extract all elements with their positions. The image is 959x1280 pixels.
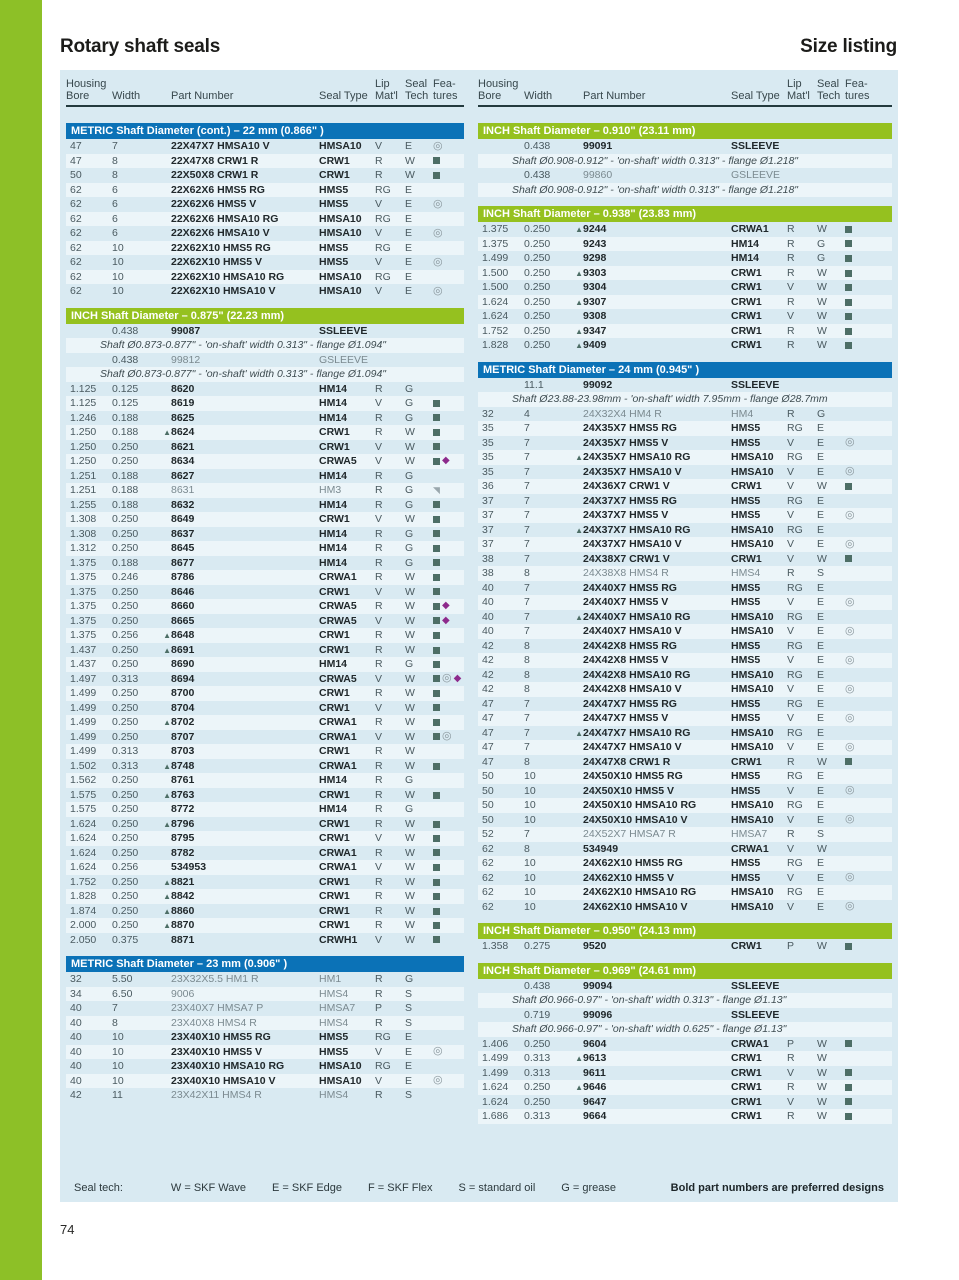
table-section: [478, 963, 892, 1124]
table-row: 52 7 24X52X7 HMSA7 R HMSA7 R S: [478, 827, 892, 842]
preferred-triangle-icon: ▲: [163, 906, 171, 916]
feature-ring-icon: ◎: [845, 871, 855, 884]
preferred-triangle-icon: ▲: [575, 1054, 583, 1063]
table-row: 1.575 0.250 ▲ 8763 CRW1 R W: [66, 788, 464, 803]
section-header: METRIC Shaft Diameter – 24 mm (0.945" ): [478, 362, 892, 378]
feature-square-icon: [845, 313, 852, 320]
feature-square-icon: [433, 690, 440, 697]
table-row: 62 6 22X62X6 HMS5 V HMS5 V E ◎: [70, 197, 443, 210]
column-header-part-number: Part Number: [583, 90, 646, 102]
preferred-triangle-icon: ▲: [575, 341, 583, 350]
section-header: INCH Shaft Diameter – 0.910" (23.11 mm): [478, 123, 892, 139]
feature-ring-icon: ◎: [845, 537, 855, 550]
feature-square-icon: [433, 545, 440, 552]
table-row: 1.624 0.256 534953 CRWA1 V W: [66, 860, 464, 875]
table-row: 47 8 24X47X8 CRW1 R CRW1 R W: [478, 755, 892, 770]
table-row: 1.624 0.250 ▲ 9646 CRW1 R W: [478, 1080, 892, 1095]
column-headers-right: [478, 78, 892, 107]
feature-ring-icon: ◎: [845, 653, 855, 666]
table-row: 1.828 0.250 ▲ 9409 CRW1 R W: [478, 338, 892, 353]
table-row: 40 7 ▲ 24X40X7 HMSA10 RG HMSA10 RG E: [482, 610, 825, 623]
table-row: 1.874 0.250 ▲ 8860 CRW1 R W: [66, 904, 464, 919]
feature-square-icon: [433, 443, 440, 450]
table-row: 1.375 0.256 ▲ 8648 CRW1 R W: [66, 628, 464, 643]
sleeve-row: 11.1 99092 SSLEEVE: [524, 378, 780, 391]
table-row: 1.624 0.250 8782 CRWA1 R W: [66, 846, 464, 861]
feature-ring-icon: ◎: [433, 139, 443, 152]
preferred-triangle-icon: ▲: [163, 631, 171, 640]
table-row: 47 7 24X47X7 HMSA10 V HMSA10 V E ◎: [478, 740, 892, 755]
table-row: 62 10 24X62X10 HMS5 RG HMS5 RG E: [478, 856, 892, 871]
legend-item-w: W = SKF Wave: [170, 1182, 246, 1194]
table-row: 1.375 0.188 8677 HM14 R G: [66, 556, 464, 571]
column-headers: [60, 70, 898, 107]
shaft-note-row: Shaft Ø0.966-0.97" - 'on-shaft' width 0.625" - flange Ø1.13": [478, 1022, 892, 1037]
table-row: 1.375 0.250 8665 CRWA5 V W ◆: [70, 614, 450, 627]
table-row: 32 5.50 23X32X5.5 HM1 R HM1 R G: [70, 973, 414, 985]
table-section: [66, 956, 464, 1103]
table-row: 35 7 ▲ 24X35X7 HMSA10 RG HMSA10 RG E: [478, 450, 892, 465]
feature-square-icon: [845, 758, 852, 765]
table-row: 40 7 24X40X7 HMS5 V HMS5 V E ◎: [478, 595, 892, 610]
feature-ring-icon: ◎: [845, 740, 855, 753]
table-row: 50 10 24X50X10 HMS5 V HMS5 V E ◎: [482, 784, 855, 797]
green-edge-strip: [0, 0, 42, 1280]
feature-square-icon: [433, 908, 440, 915]
page-title-left: Rotary shaft seals: [60, 36, 221, 57]
sleeve-row: 0.438 99812 GSLEEVE: [112, 353, 369, 366]
feature-square-icon: [433, 647, 440, 654]
section-header: INCH Shaft Diameter – 0.969" (24.61 mm): [478, 963, 892, 979]
table-row: 1.125 0.125 8619 HM14 V G: [66, 396, 464, 411]
feature-ring-icon: ◎: [433, 255, 443, 268]
preferred-triangle-icon: ▲: [575, 612, 583, 622]
feature-square-icon: [433, 574, 440, 581]
table-row: 62 10 22X62X10 HMS5 V HMS5 V E ◎: [70, 255, 443, 268]
feature-square-icon: [433, 936, 440, 943]
sleeve-row: 0.438 99091 SSLEEVE: [524, 140, 780, 152]
table-row: 1.437 0.250 8690 HM14 R G: [66, 657, 464, 672]
feature-ring-icon: ◎: [845, 900, 855, 913]
feature-square-icon: [433, 849, 440, 856]
column-header-seal-tech: Seal Tech: [817, 78, 841, 102]
table-row: 1.624 0.250 ▲ 9307 CRW1 R W: [478, 295, 892, 310]
feature-square-icon: [433, 763, 440, 770]
table-row: 1.250 0.250 8634 CRWA5 V W ◆: [66, 454, 464, 469]
table-row: 1.375 0.250 ▲ 9244 CRWA1 R W: [478, 222, 892, 237]
feature-ring-icon: ◎: [433, 226, 443, 239]
table-row: 47 7 22X47X7 HMSA10 V HMSA10 V E ◎: [70, 139, 443, 152]
table-row: 1.562 0.250 8761 HM14 R G: [66, 773, 464, 788]
feature-square-icon: [845, 299, 852, 306]
preferred-triangle-icon: ▲: [163, 819, 171, 829]
feature-diamond-icon: ◆: [442, 600, 450, 612]
sleeve-row: 0.438 99860 GSLEEVE: [524, 169, 781, 181]
table-row: 1.406 0.250 9604 CRWA1 P W: [478, 1037, 892, 1052]
table-column-right: [478, 123, 892, 1133]
feature-square-icon: [433, 501, 440, 508]
table-row: 32 4 24X32X4 HM4 R HM4 R G: [482, 407, 826, 420]
table-row: 50 10 24X50X10 HMSA10 V HMSA10 V E ◎: [482, 813, 855, 826]
table-row: 62 10 24X62X10 HMSA10 RG HMSA10 RG E: [478, 885, 892, 900]
feature-square-icon: [845, 1084, 852, 1091]
table-row: 1.499 0.313 8703 CRW1 R W: [66, 744, 464, 759]
table-row: 1.624 0.250 ▲ 8796 CRW1 R W: [66, 817, 464, 832]
legend-item-g: G = grease: [561, 1182, 616, 1194]
feature-square-icon: [845, 555, 852, 562]
feature-square-icon: [433, 792, 440, 799]
table-row: 40 7 24X40X7 HMSA10 V HMSA10 V E ◎: [478, 624, 892, 639]
table-row: 1.500 0.250 ▲ 9303 CRW1 R W: [478, 266, 892, 281]
column-header-width: Width: [524, 90, 553, 102]
feature-square-icon: [845, 342, 852, 349]
table-row: 1.308 0.250 8649 CRW1 V W: [66, 512, 464, 527]
preferred-triangle-icon: ▲: [575, 268, 583, 278]
shaft-note-row: Shaft Ø23.88-23.98mm - 'on-shaft' width 7.95mm - flange Ø28.7mm: [478, 392, 892, 407]
feature-square-icon: [433, 172, 440, 179]
feature-square-icon: [433, 588, 440, 595]
feature-square-icon: [433, 157, 440, 164]
table-row: 1.255 0.188 8632 HM14 R G: [66, 498, 464, 513]
preferred-triangle-icon: ▲: [163, 645, 171, 655]
table-section: [66, 123, 464, 299]
preferred-triangle-icon: ▲: [575, 225, 583, 234]
table-row: 40 10 23X40X10 HMSA10 V HMSA10 V E ◎: [66, 1074, 464, 1089]
preferred-triangle-icon: ▲: [163, 718, 171, 727]
feature-ring-icon: ◎: [433, 197, 443, 210]
table-row: 47 7 ▲ 24X47X7 HMSA10 RG HMSA10 RG E: [482, 726, 825, 739]
table-row: 47 8 22X47X8 CRW1 R CRW1 R W: [66, 154, 464, 169]
preferred-triangle-icon: ▲: [575, 326, 583, 336]
table-row: 47 7 24X47X7 HMS5 RG HMS5 RG E: [482, 697, 825, 710]
feature-square-icon: [433, 617, 440, 624]
feature-diamond-icon: ◆: [442, 455, 450, 467]
feature-ring-icon: ◎: [433, 284, 443, 297]
table-row: 1.308 0.250 8637 HM14 R G: [66, 527, 464, 542]
column-header-housing-bore: Housing Bore: [66, 78, 107, 102]
table-row: 62 10 22X62X10 HMSA10 V HMSA10 V E ◎: [70, 284, 443, 297]
feature-square-icon: [433, 400, 440, 407]
table-row: 62 10 24X62X10 HMSA10 V HMSA10 V E ◎: [482, 900, 855, 913]
column-header-seal-tech: Seal Tech: [405, 78, 429, 102]
feature-ring-icon: ◎: [433, 1045, 443, 1058]
feature-square-icon: [433, 661, 440, 668]
table-row: 38 8 24X38X8 HMS4 R HMS4 R S: [478, 566, 892, 581]
column-header-housing-bore: Housing Bore: [478, 78, 519, 102]
table-columns: [60, 107, 898, 1133]
table-row: 1.624 0.250 9647 CRW1 V W: [478, 1095, 892, 1110]
table-row: 1.251 0.188 8627 HM14 R G: [70, 469, 414, 482]
shaft-note-row: Shaft Ø0.873-0.877" - 'on-shaft' width 0.313" - flange Ø1.094": [66, 338, 464, 353]
table-row: 1.246 0.188 8625 HM14 R G: [66, 411, 464, 426]
table-row: 42 8 24X42X8 HMS5 V HMS5 V E ◎: [478, 653, 892, 668]
table-row: 50 10 24X50X10 HMS5 RG HMS5 RG E: [478, 769, 892, 784]
column-header-lip-matl: Lip Mat'l: [375, 78, 398, 102]
table-row: 1.437 0.250 ▲ 8691 CRW1 R W: [66, 643, 464, 658]
table-section: [478, 923, 892, 954]
table-row: 1.624 0.250 9308 CRW1 V W: [478, 309, 892, 324]
legend-item-f: F = SKF Flex: [368, 1182, 433, 1194]
table-row: 62 10 22X62X10 HMSA10 RG HMSA10 RG E: [66, 270, 464, 285]
feature-square-icon: [845, 226, 852, 233]
table-row: 1.250 0.250 8621 CRW1 V W: [66, 440, 464, 455]
sleeve-row: 0.438 99094 SSLEEVE: [524, 979, 780, 992]
table-row: 37 7 24X37X7 HMS5 RG HMS5 RG E: [482, 494, 825, 507]
table-row: 1.828 0.250 ▲ 8842 CRW1 R W: [66, 889, 464, 904]
feature-square-icon: [845, 270, 852, 277]
table-row: 42 8 24X42X8 HMSA10 V HMSA10 V E ◎: [478, 682, 892, 697]
table-section: [478, 362, 892, 915]
table-row: 1.499 0.313 ▲ 9613 CRW1 R W: [478, 1051, 892, 1066]
section-header: INCH Shaft Diameter – 0.875" (22.23 mm): [66, 308, 464, 324]
feature-square-icon: [433, 458, 440, 465]
preferred-designs-note: Bold part numbers are preferred designs: [670, 1182, 884, 1194]
column-header-features: Fea- tures: [433, 78, 458, 102]
table-section: [478, 206, 892, 353]
table-row: 35 7 24X35X7 HMS5 RG HMS5 RG E: [478, 421, 892, 436]
table-row: 42 8 24X42X8 HMSA10 RG HMSA10 RG E: [482, 668, 825, 681]
feature-square-icon: [433, 675, 440, 682]
legend-item-e: E = SKF Edge: [272, 1182, 343, 1194]
feature-square-icon: [845, 328, 852, 335]
feature-ring-icon: ◎: [845, 436, 855, 449]
section-header: METRIC Shaft Diameter – 23 mm (0.906" ): [66, 956, 464, 972]
feature-square-icon: [845, 240, 852, 247]
feature-square-icon: [845, 284, 852, 291]
shaft-note-row: Shaft Ø0.908-0.912" - 'on-shaft' width 0.313" - flange Ø1.218": [478, 154, 892, 169]
feature-ring-icon: ◎: [845, 595, 855, 608]
table-row: 1.375 0.250 8646 CRW1 V W: [66, 585, 464, 600]
table-row: 42 8 24X42X8 HMS5 RG HMS5 RG E: [482, 639, 825, 652]
legend-footer: [60, 1174, 898, 1202]
feature-square-icon: [433, 559, 440, 566]
table-row: 40 7 24X40X7 HMS5 RG HMS5 RG E: [482, 581, 825, 594]
feature-diamond-icon: ◆: [442, 614, 450, 626]
table-row: 62 10 24X62X10 HMS5 V HMS5 V E ◎: [482, 871, 855, 884]
table-row: 37 7 24X37X7 HMS5 V HMS5 V E ◎: [478, 508, 892, 523]
table-row: 40 7 23X40X7 HMSA7 P HMSA7 P S: [70, 1002, 413, 1014]
table-row: 1.358 0.275 9520 CRW1 P W: [478, 939, 892, 954]
table-row: 1.686 0.313 9664 CRW1 R W: [478, 1109, 892, 1124]
table-row: 34 6.50 9006 HMS4 R S: [66, 987, 464, 1002]
feature-ring-icon: ◎: [433, 1074, 443, 1087]
table-row: 35 7 24X35X7 HMS5 V HMS5 V E ◎: [482, 436, 855, 449]
table-column-left: [66, 123, 464, 1112]
column-headers-left: [66, 78, 464, 107]
feature-ring-icon: ◎: [845, 465, 855, 478]
table-row: 50 10 24X50X10 HMSA10 RG HMSA10 RG E: [478, 798, 892, 813]
feature-square-icon: [433, 429, 440, 436]
preferred-triangle-icon: ▲: [575, 728, 583, 738]
table-row: 62 8 534949 CRWA1 V W: [482, 842, 827, 855]
column-header-part-number: Part Number: [171, 90, 234, 102]
feature-ring-icon: ◎: [442, 672, 452, 685]
table-row: 50 8 22X50X8 CRW1 R CRW1 R W: [66, 168, 464, 183]
table-row: 1.499 0.250 9298 HM14 R G: [478, 251, 892, 266]
preferred-triangle-icon: ▲: [163, 761, 171, 771]
column-header-width: Width: [112, 90, 141, 102]
feature-triangle-icon: ◥: [433, 484, 440, 495]
table-row: 2.050 0.375 8871 CRWH1 V W: [66, 933, 464, 948]
table-row: 40 10 23X40X10 HMSA10 RG HMSA10 RG E: [70, 1060, 413, 1072]
preferred-triangle-icon: ▲: [575, 297, 583, 307]
table-row: 1.250 0.188 ▲ 8624 CRW1 R W: [66, 425, 464, 440]
table-row: 40 8 23X40X8 HMS4 R HMS4 R S: [66, 1016, 464, 1031]
size-listing-panel: [60, 70, 898, 1202]
feature-square-icon: [433, 864, 440, 871]
preferred-triangle-icon: ▲: [163, 428, 171, 437]
table-row: 1.499 0.250 8707 CRWA1 V W ◎: [70, 730, 452, 743]
sleeve-row: 0.719 99096 SSLEEVE: [524, 1008, 780, 1021]
feature-square-icon: [845, 1040, 852, 1047]
section-header: INCH Shaft Diameter – 0.950" (24.13 mm): [478, 923, 892, 939]
preferred-triangle-icon: ▲: [575, 525, 583, 535]
table-row: 1.575 0.250 8772 HM14 R G: [66, 802, 464, 817]
feature-square-icon: [433, 414, 440, 421]
table-row: 40 10 23X40X10 HMS5 RG HMS5 RG E: [70, 1031, 413, 1043]
table-row: 1.499 0.313 9611 CRW1 V W: [478, 1066, 892, 1081]
table-row: 62 6 22X62X6 HMSA10 V HMSA10 V E ◎: [70, 226, 443, 239]
page-title-right: Size listing: [800, 36, 897, 57]
feature-square-icon: [433, 516, 440, 523]
table-row: 2.000 0.250 ▲ 8870 CRW1 R W: [66, 918, 464, 933]
page-title: [60, 36, 897, 58]
preferred-triangle-icon: ▲: [163, 877, 171, 887]
table-row: 1.375 0.250 8660 CRWA5 R W ◆: [66, 599, 464, 614]
table-row: 1.752 0.250 ▲ 8821 CRW1 R W: [66, 875, 464, 890]
sleeve-row: 0.438 99087 SSLEEVE: [112, 324, 368, 337]
feature-square-icon: [433, 733, 440, 740]
table-row: 1.499 0.250 ▲ 8702 CRWA1 R W: [66, 715, 464, 730]
table-row: 1.497 0.313 8694 CRWA5 V W ◎ ◆: [70, 672, 462, 685]
table-section: [478, 123, 892, 197]
table-row: 35 7 24X35X7 HMSA10 V HMSA10 V E ◎: [482, 465, 855, 478]
table-row: 1.499 0.250 8700 CRW1 R W: [66, 686, 464, 701]
table-row: 1.375 0.246 8786 CRWA1 R W: [66, 570, 464, 585]
feature-square-icon: [433, 530, 440, 537]
feature-square-icon: [845, 1098, 852, 1105]
feature-square-icon: [433, 603, 440, 610]
table-row: 40 10 23X40X10 HMS5 V HMS5 V E ◎: [66, 1045, 464, 1060]
feature-ring-icon: ◎: [845, 508, 855, 521]
shaft-note-row: Shaft Ø0.873-0.877" - 'on-shaft' width 0.313" - flange Ø1.094": [66, 367, 464, 382]
table-section: [66, 308, 464, 948]
shaft-note-row: Shaft Ø0.966-0.97" - 'on-shaft' width 0.313" - flange Ø1.13": [478, 993, 892, 1008]
column-header-features: Fea- tures: [845, 78, 870, 102]
table-row: 62 10 22X62X10 HMS5 RG HMS5 RG E: [66, 241, 464, 256]
feature-square-icon: [433, 704, 440, 711]
shaft-note-row: Shaft Ø0.908-0.912" - 'on-shaft' width 0.313" - flange Ø1.218": [478, 183, 892, 198]
table-row: 1.251 0.188 8631 HM3 R G ◥: [66, 483, 464, 498]
table-row: 1.502 0.313 ▲ 8748 CRWA1 R W: [66, 759, 464, 774]
feature-square-icon: [845, 483, 852, 490]
feature-square-icon: [433, 835, 440, 842]
preferred-triangle-icon: ▲: [163, 921, 171, 930]
feature-square-icon: [433, 879, 440, 886]
page-number: 74: [60, 1222, 75, 1237]
feature-square-icon: [433, 821, 440, 828]
feature-diamond-icon: ◆: [453, 672, 462, 684]
table-row: 36 7 24X36X7 CRW1 V CRW1 V W: [478, 479, 892, 494]
table-row: 1.125 0.125 8620 HM14 R G: [70, 382, 414, 395]
table-row: 42 11 23X42X11 HMS4 R HMS4 R S: [70, 1089, 413, 1101]
preferred-triangle-icon: ▲: [575, 1083, 583, 1092]
table-row: 37 7 ▲ 24X37X7 HMSA10 RG HMSA10 RG E: [482, 523, 825, 536]
feature-square-icon: [433, 922, 440, 929]
preferred-triangle-icon: ▲: [163, 790, 171, 800]
table-row: 37 7 24X37X7 HMSA10 V HMSA10 V E ◎: [478, 537, 892, 552]
feature-ring-icon: ◎: [845, 711, 855, 724]
feature-ring-icon: ◎: [845, 784, 855, 797]
column-header-seal-type: Seal Type: [731, 90, 780, 102]
feature-square-icon: [845, 1113, 852, 1120]
feature-ring-icon: ◎: [845, 813, 855, 826]
feature-square-icon: [433, 632, 440, 639]
feature-ring-icon: ◎: [845, 624, 855, 637]
feature-square-icon: [845, 255, 852, 262]
column-header-seal-type: Seal Type: [319, 90, 368, 102]
table-row: 62 6 22X62X6 HMSA10 RG HMSA10 RG E: [66, 212, 464, 227]
feature-square-icon: [845, 1069, 852, 1076]
section-header: METRIC Shaft Diameter (cont.) – 22 mm (0.866" ): [66, 123, 464, 139]
table-row: 1.624 0.250 8795 CRW1 V W: [66, 831, 464, 846]
table-row: 62 6 22X62X6 HMS5 RG HMS5 RG E: [66, 183, 464, 198]
table-row: 1.312 0.250 8645 HM14 R G: [66, 541, 464, 556]
feature-ring-icon: ◎: [442, 730, 452, 743]
feature-square-icon: [845, 943, 852, 950]
feature-ring-icon: ◎: [845, 682, 855, 695]
table-row: 1.752 0.250 ▲ 9347 CRW1 R W: [478, 324, 892, 339]
column-header-lip-matl: Lip Mat'l: [787, 78, 810, 102]
feature-square-icon: [433, 893, 440, 900]
table-row: 47 7 24X47X7 HMS5 V HMS5 V E ◎: [478, 711, 892, 726]
legend-label: Seal tech:: [74, 1182, 123, 1194]
legend-item-s: S = standard oil: [458, 1182, 536, 1194]
table-row: 38 7 24X38X7 CRW1 V CRW1 V W: [478, 552, 892, 567]
preferred-triangle-icon: ▲: [575, 453, 583, 462]
preferred-triangle-icon: ▲: [163, 892, 171, 901]
table-row: 1.500 0.250 9304 CRW1 V W: [478, 280, 892, 295]
section-header: INCH Shaft Diameter – 0.938" (23.83 mm): [478, 206, 892, 222]
table-row: 1.375 0.250 9243 HM14 R G: [478, 237, 892, 252]
table-row: 1.499 0.250 8704 CRW1 V W: [66, 701, 464, 716]
feature-square-icon: [433, 719, 440, 726]
